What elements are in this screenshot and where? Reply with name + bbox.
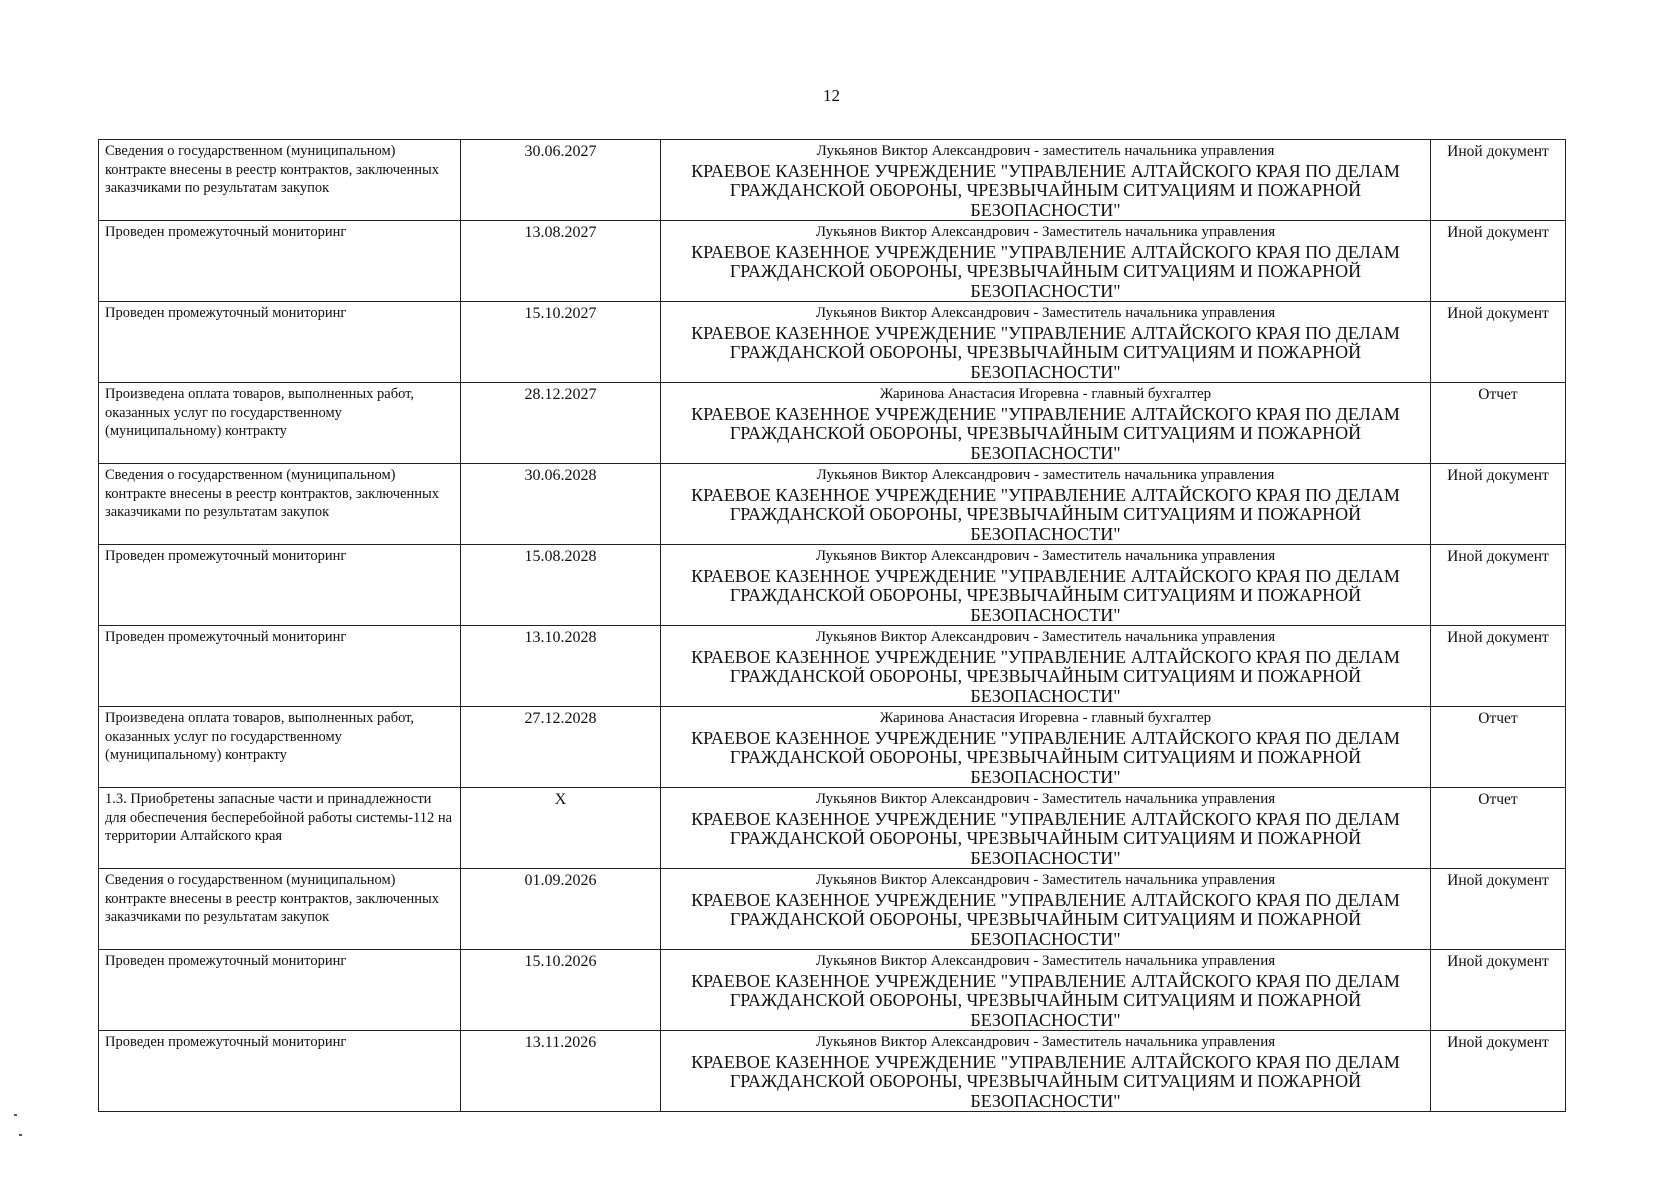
responsible-person: Лукьянов Виктор Александрович - Заместитель начальника управления bbox=[815, 872, 1276, 888]
table-row bbox=[99, 383, 1566, 464]
responsible-organization: КРАЕВОЕ КАЗЕННОЕ УЧРЕЖДЕНИЕ "УПРАВЛЕНИЕ АЛТАЙСКОГО КРАЯ ПО ДЕЛАМ ГРАЖДАНСКОЙ ОБОРОНЫ, ЧРЕЗВЫЧАЙНЫМ СИТУАЦИЯМ И ПОЖАРНОЙ БЕЗОПАСНОСТИ" bbox=[691, 241, 1400, 301]
responsible-organization: КРАЕВОЕ КАЗЕННОЕ УЧРЕЖДЕНИЕ "УПРАВЛЕНИЕ АЛТАЙСКОГО КРАЯ ПО ДЕЛАМ ГРАЖДАНСКОЙ ОБОРОНЫ, ЧРЕЗВЫЧАЙНЫМ СИТУАЦИЯМ И ПОЖАРНОЙ БЕЗОПАСНОСТИ" bbox=[691, 565, 1400, 625]
table-row bbox=[99, 545, 1566, 626]
responsible-cell bbox=[661, 221, 1431, 302]
responsible-cell bbox=[661, 383, 1431, 464]
document-type-cell: Иной документ bbox=[1431, 221, 1566, 302]
document-type-cell: Отчет bbox=[1431, 383, 1566, 464]
responsible-cell bbox=[661, 626, 1431, 707]
date-cell: 30.06.2028 bbox=[461, 464, 661, 545]
responsible-person: Лукьянов Виктор Александрович - Заместитель начальника управления bbox=[815, 791, 1276, 807]
responsible-cell bbox=[661, 545, 1431, 626]
date-cell: 27.12.2028 bbox=[461, 707, 661, 788]
responsible-organization: КРАЕВОЕ КАЗЕННОЕ УЧРЕЖДЕНИЕ "УПРАВЛЕНИЕ АЛТАЙСКОГО КРАЯ ПО ДЕЛАМ ГРАЖДАНСКОЙ ОБОРОНЫ, ЧРЕЗВЫЧАЙНЫМ СИТУАЦИЯМ И ПОЖАРНОЙ БЕЗОПАСНОСТИ" bbox=[691, 889, 1400, 949]
date-cell: 01.09.2026 bbox=[461, 869, 661, 950]
date-cell: X bbox=[461, 788, 661, 869]
date-cell: 13.10.2028 bbox=[461, 626, 661, 707]
table-row bbox=[99, 950, 1566, 1031]
document-type-cell: Иной документ bbox=[1431, 626, 1566, 707]
table-row bbox=[99, 788, 1566, 869]
date-cell: 13.08.2027 bbox=[461, 221, 661, 302]
responsible-person: Жаринова Анастасия Игоревна - главный бухгалтер bbox=[879, 710, 1212, 726]
responsible-person: Лукьянов Виктор Александрович - заместитель начальника управления bbox=[816, 143, 1275, 159]
event-cell: Сведения о государственном (муниципальном) контракте внесены в реестр контрактов, заключенных заказчиками по результатам закупок bbox=[99, 464, 461, 545]
table-row bbox=[99, 626, 1566, 707]
document-type-cell: Иной документ bbox=[1431, 869, 1566, 950]
responsible-organization: КРАЕВОЕ КАЗЕННОЕ УЧРЕЖДЕНИЕ "УПРАВЛЕНИЕ АЛТАЙСКОГО КРАЯ ПО ДЕЛАМ ГРАЖДАНСКОЙ ОБОРОНЫ, ЧРЕЗВЫЧАЙНЫМ СИТУАЦИЯМ И ПОЖАРНОЙ БЕЗОПАСНОСТИ" bbox=[691, 646, 1400, 706]
table-row bbox=[99, 302, 1566, 383]
responsible-cell bbox=[661, 464, 1431, 545]
date-cell: 15.10.2027 bbox=[461, 302, 661, 383]
responsible-organization: КРАЕВОЕ КАЗЕННОЕ УЧРЕЖДЕНИЕ "УПРАВЛЕНИЕ АЛТАЙСКОГО КРАЯ ПО ДЕЛАМ ГРАЖДАНСКОЙ ОБОРОНЫ, ЧРЕЗВЫЧАЙНЫМ СИТУАЦИЯМ И ПОЖАРНОЙ БЕЗОПАСНОСТИ" bbox=[691, 403, 1400, 463]
responsible-cell bbox=[661, 302, 1431, 383]
document-type-cell: Иной документ bbox=[1431, 140, 1566, 221]
document-type-cell: Иной документ bbox=[1431, 302, 1566, 383]
responsible-cell bbox=[661, 950, 1431, 1031]
responsible-person: Лукьянов Виктор Александрович - заместитель начальника управления bbox=[816, 467, 1275, 483]
responsible-organization: КРАЕВОЕ КАЗЕННОЕ УЧРЕЖДЕНИЕ "УПРАВЛЕНИЕ АЛТАЙСКОГО КРАЯ ПО ДЕЛАМ ГРАЖДАНСКОЙ ОБОРОНЫ, ЧРЕЗВЫЧАЙНЫМ СИТУАЦИЯМ И ПОЖАРНОЙ БЕЗОПАСНОСТИ" bbox=[691, 970, 1400, 1030]
responsible-cell bbox=[661, 140, 1431, 221]
responsible-organization: КРАЕВОЕ КАЗЕННОЕ УЧРЕЖДЕНИЕ "УПРАВЛЕНИЕ АЛТАЙСКОГО КРАЯ ПО ДЕЛАМ ГРАЖДАНСКОЙ ОБОРОНЫ, ЧРЕЗВЫЧАЙНЫМ СИТУАЦИЯМ И ПОЖАРНОЙ БЕЗОПАСНОСТИ" bbox=[691, 322, 1400, 382]
table-row bbox=[99, 140, 1566, 221]
document-type-cell: Отчет bbox=[1431, 707, 1566, 788]
table-row bbox=[99, 869, 1566, 950]
control-points-table bbox=[98, 139, 1566, 1112]
responsible-cell bbox=[661, 788, 1431, 869]
responsible-organization: КРАЕВОЕ КАЗЕННОЕ УЧРЕЖДЕНИЕ "УПРАВЛЕНИЕ АЛТАЙСКОГО КРАЯ ПО ДЕЛАМ ГРАЖДАНСКОЙ ОБОРОНЫ, ЧРЕЗВЫЧАЙНЫМ СИТУАЦИЯМ И ПОЖАРНОЙ БЕЗОПАСНОСТИ" bbox=[691, 160, 1400, 220]
responsible-cell bbox=[661, 707, 1431, 788]
scan-mark bbox=[19, 1134, 22, 1136]
responsible-person: Лукьянов Виктор Александрович - Заместитель начальника управления bbox=[815, 953, 1276, 969]
document-type-cell: Отчет bbox=[1431, 788, 1566, 869]
page-number: 12 bbox=[823, 86, 840, 105]
responsible-organization: КРАЕВОЕ КАЗЕННОЕ УЧРЕЖДЕНИЕ "УПРАВЛЕНИЕ АЛТАЙСКОГО КРАЯ ПО ДЕЛАМ ГРАЖДАНСКОЙ ОБОРОНЫ, ЧРЕЗВЫЧАЙНЫМ СИТУАЦИЯМ И ПОЖАРНОЙ БЕЗОПАСНОСТИ" bbox=[691, 808, 1400, 868]
responsible-person: Жаринова Анастасия Игоревна - главный бухгалтер bbox=[879, 386, 1212, 402]
document-type-cell: Иной документ bbox=[1431, 950, 1566, 1031]
table-row bbox=[99, 464, 1566, 545]
event-cell: Проведен промежуточный мониторинг bbox=[99, 950, 461, 1031]
date-cell: 30.06.2027 bbox=[461, 140, 661, 221]
date-cell: 13.11.2026 bbox=[461, 1031, 661, 1112]
table-row bbox=[99, 1031, 1566, 1112]
date-cell: 15.10.2026 bbox=[461, 950, 661, 1031]
table-body bbox=[99, 140, 1566, 1112]
responsible-person: Лукьянов Виктор Александрович - Заместитель начальника управления bbox=[815, 1034, 1276, 1050]
document-type-cell: Иной документ bbox=[1431, 545, 1566, 626]
responsible-person: Лукьянов Виктор Александрович - Заместитель начальника управления bbox=[815, 548, 1276, 564]
responsible-person: Лукьянов Виктор Александрович - Заместитель начальника управления bbox=[815, 629, 1276, 645]
responsible-organization: КРАЕВОЕ КАЗЕННОЕ УЧРЕЖДЕНИЕ "УПРАВЛЕНИЕ АЛТАЙСКОГО КРАЯ ПО ДЕЛАМ ГРАЖДАНСКОЙ ОБОРОНЫ, ЧРЕЗВЫЧАЙНЫМ СИТУАЦИЯМ И ПОЖАРНОЙ БЕЗОПАСНОСТИ" bbox=[691, 484, 1400, 544]
responsible-person: Лукьянов Виктор Александрович - Заместитель начальника управления bbox=[815, 224, 1276, 240]
scan-mark bbox=[14, 1114, 17, 1116]
event-cell: Произведена оплата товаров, выполненных работ, оказанных услуг по государственному (муниципальному) контракту bbox=[99, 383, 461, 464]
document-type-cell: Иной документ bbox=[1431, 1031, 1566, 1112]
event-cell: Сведения о государственном (муниципальном) контракте внесены в реестр контрактов, заключенных заказчиками по результатам закупок bbox=[99, 140, 461, 221]
event-cell: 1.3. Приобретены запасные части и принадлежности для обеспечения бесперебойной работы системы-112 на территории Алтайского края bbox=[99, 788, 461, 869]
responsible-organization: КРАЕВОЕ КАЗЕННОЕ УЧРЕЖДЕНИЕ "УПРАВЛЕНИЕ АЛТАЙСКОГО КРАЯ ПО ДЕЛАМ ГРАЖДАНСКОЙ ОБОРОНЫ, ЧРЕЗВЫЧАЙНЫМ СИТУАЦИЯМ И ПОЖАРНОЙ БЕЗОПАСНОСТИ" bbox=[691, 727, 1400, 787]
table-row bbox=[99, 221, 1566, 302]
date-cell: 28.12.2027 bbox=[461, 383, 661, 464]
event-cell: Проведен промежуточный мониторинг bbox=[99, 626, 461, 707]
date-cell: 15.08.2028 bbox=[461, 545, 661, 626]
responsible-organization: КРАЕВОЕ КАЗЕННОЕ УЧРЕЖДЕНИЕ "УПРАВЛЕНИЕ АЛТАЙСКОГО КРАЯ ПО ДЕЛАМ ГРАЖДАНСКОЙ ОБОРОНЫ, ЧРЕЗВЫЧАЙНЫМ СИТУАЦИЯМ И ПОЖАРНОЙ БЕЗОПАСНОСТИ" bbox=[691, 1051, 1400, 1111]
responsible-cell bbox=[661, 869, 1431, 950]
document-type-cell: Иной документ bbox=[1431, 464, 1566, 545]
event-cell: Проведен промежуточный мониторинг bbox=[99, 221, 461, 302]
event-cell: Проведен промежуточный мониторинг bbox=[99, 545, 461, 626]
responsible-cell bbox=[661, 1031, 1431, 1112]
responsible-person: Лукьянов Виктор Александрович - Заместитель начальника управления bbox=[815, 305, 1276, 321]
event-cell: Сведения о государственном (муниципальном) контракте внесены в реестр контрактов, заключенных заказчиками по результатам закупок bbox=[99, 869, 461, 950]
event-cell: Проведен промежуточный мониторинг bbox=[99, 1031, 461, 1112]
event-cell: Проведен промежуточный мониторинг bbox=[99, 302, 461, 383]
table-row bbox=[99, 707, 1566, 788]
event-cell: Произведена оплата товаров, выполненных работ, оказанных услуг по государственному (муниципальному) контракту bbox=[99, 707, 461, 788]
